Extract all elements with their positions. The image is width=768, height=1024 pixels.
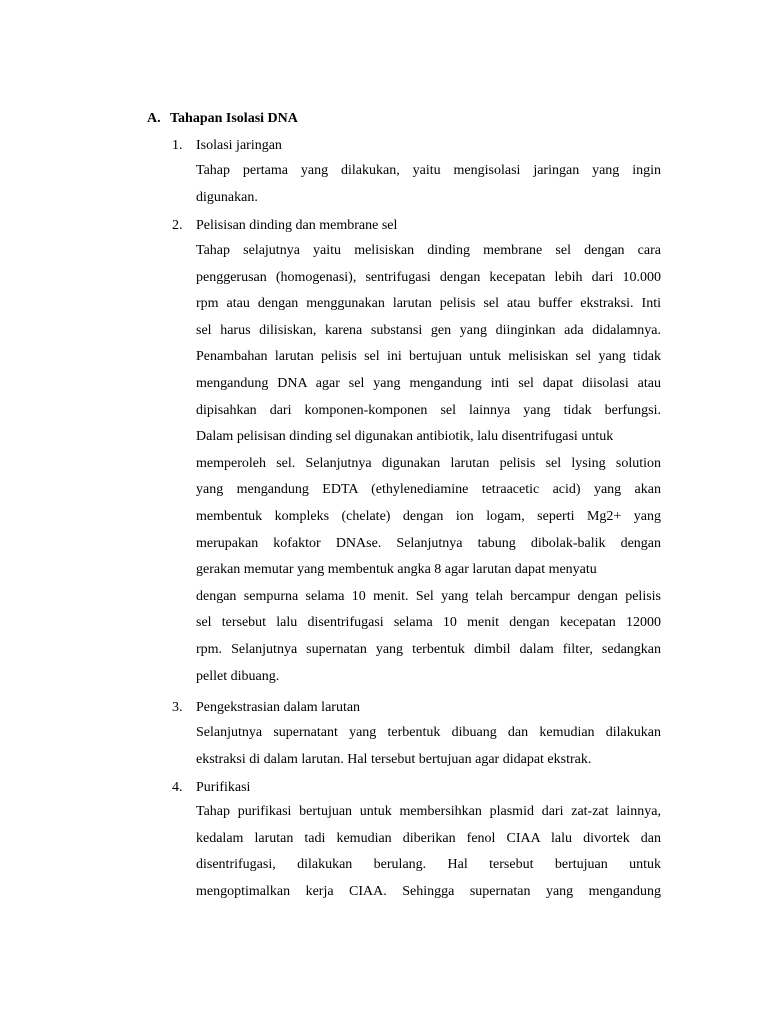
paragraph-line: Selanjutnya supernatant yang terbentuk dibuang dan kemudian dilakukan — [196, 725, 661, 740]
paragraph-line: Tahap pertama yang dilakukan, yaitu mengisolasi jaringan yang ingin — [196, 163, 661, 178]
list-item-title-text: Pelisisan dinding dan membrane sel — [196, 218, 398, 233]
list-item-paragraph — [196, 720, 661, 773]
list-item-title-text: Isolasi jaringan — [196, 138, 282, 153]
list-item-title — [172, 698, 360, 718]
paragraph-line: mengoptimalkan kerja CIAA. Sehingga supernatan yang mengandung — [196, 883, 661, 899]
paragraph-line: yang mengandung EDTA (ethylenediamine tetraacetic acid) yang akan — [196, 482, 661, 498]
list-item-paragraph — [196, 799, 661, 905]
paragraph-line: mengandung DNA agar sel yang mengandung inti sel dapat diisolasi atau — [196, 375, 661, 391]
list-item-title-text: Purifikasi — [196, 780, 251, 795]
list-item-number: 2. — [172, 218, 183, 233]
list-item-number: 3. — [172, 700, 183, 715]
section-heading — [147, 109, 298, 129]
paragraph-line: Dalam pelisisan dinding sel digunakan antibiotik, lalu disentrifugasi untuk — [196, 429, 614, 445]
paragraph-line: ekstraksi di dalam larutan. Hal tersebut bertujuan agar didapat ekstrak. — [196, 751, 592, 767]
list-item-title — [172, 136, 282, 156]
paragraph-line: membentuk kompleks (chelate) dengan ion logam, seperti Mg2+ yang — [196, 508, 661, 524]
paragraph-line: sel tersebut lalu disentrifugasi selama 10 menit dengan kecepatan 12000 — [196, 615, 661, 631]
paragraph-line: Penambahan larutan pelisis sel ini bertujuan untuk melisiskan sel yang tidak — [196, 349, 661, 365]
paragraph-line: penggerusan (homogenasi), sentrifugasi dengan kecepatan lebih dari 10.000 — [196, 269, 661, 285]
paragraph-line: pellet dibuang. — [196, 668, 280, 684]
paragraph-line: sel harus dilisiskan, karena substansi gen yang diinginkan ada didalamnya. — [196, 322, 661, 338]
list-item-paragraph — [196, 158, 661, 211]
paragraph-line: dengan sempurna selama 10 menit. Sel yang telah bercampur dengan pelisis — [196, 588, 661, 604]
paragraph-line: gerakan memutar yang membentuk angka 8 agar larutan dapat menyatu — [196, 562, 597, 578]
list-item-number: 4. — [172, 780, 183, 795]
paragraph-line: Tahap selajutnya yaitu melisiskan dinding membrane sel dengan cara — [196, 243, 661, 258]
paragraph-line: rpm atau dengan menggunakan larutan pelisis sel atau buffer ekstraksi. Inti — [196, 296, 661, 312]
paragraph-line: disentrifugasi, dilakukan berulang. Hal tersebut bertujuan untuk — [196, 857, 661, 873]
list-item-title-text: Pengekstrasian dalam larutan — [196, 700, 361, 715]
paragraph-line: merupakan kofaktor DNAse. Selanjutnya tabung dibolak-balik dengan — [196, 535, 661, 551]
section-letter: A. — [147, 111, 161, 126]
paragraph-line: dipisahkan dari komponen-komponen sel lainnya yang tidak berfungsi. — [196, 402, 661, 418]
list-item-title — [172, 216, 397, 236]
paragraph-line: digunakan. — [196, 189, 258, 205]
paragraph-line: kedalam larutan tadi kemudian diberikan fenol CIAA lalu divortek dan — [196, 830, 661, 846]
list-item-number: 1. — [172, 138, 183, 153]
list-item-paragraph — [196, 238, 661, 690]
paragraph-line: Tahap purifikasi bertujuan untuk membersihkan plasmid dari zat-zat lainnya, — [196, 804, 661, 819]
list-item-title — [172, 778, 250, 798]
paragraph-line: rpm. Selanjutnya supernatan yang terbentuk dimbil dalam filter, sedangkan — [196, 641, 661, 657]
section-title: Tahapan Isolasi DNA — [170, 111, 298, 126]
paragraph-line: memperoleh sel. Selanjutnya digunakan larutan pelisis sel lysing solution — [196, 455, 661, 471]
